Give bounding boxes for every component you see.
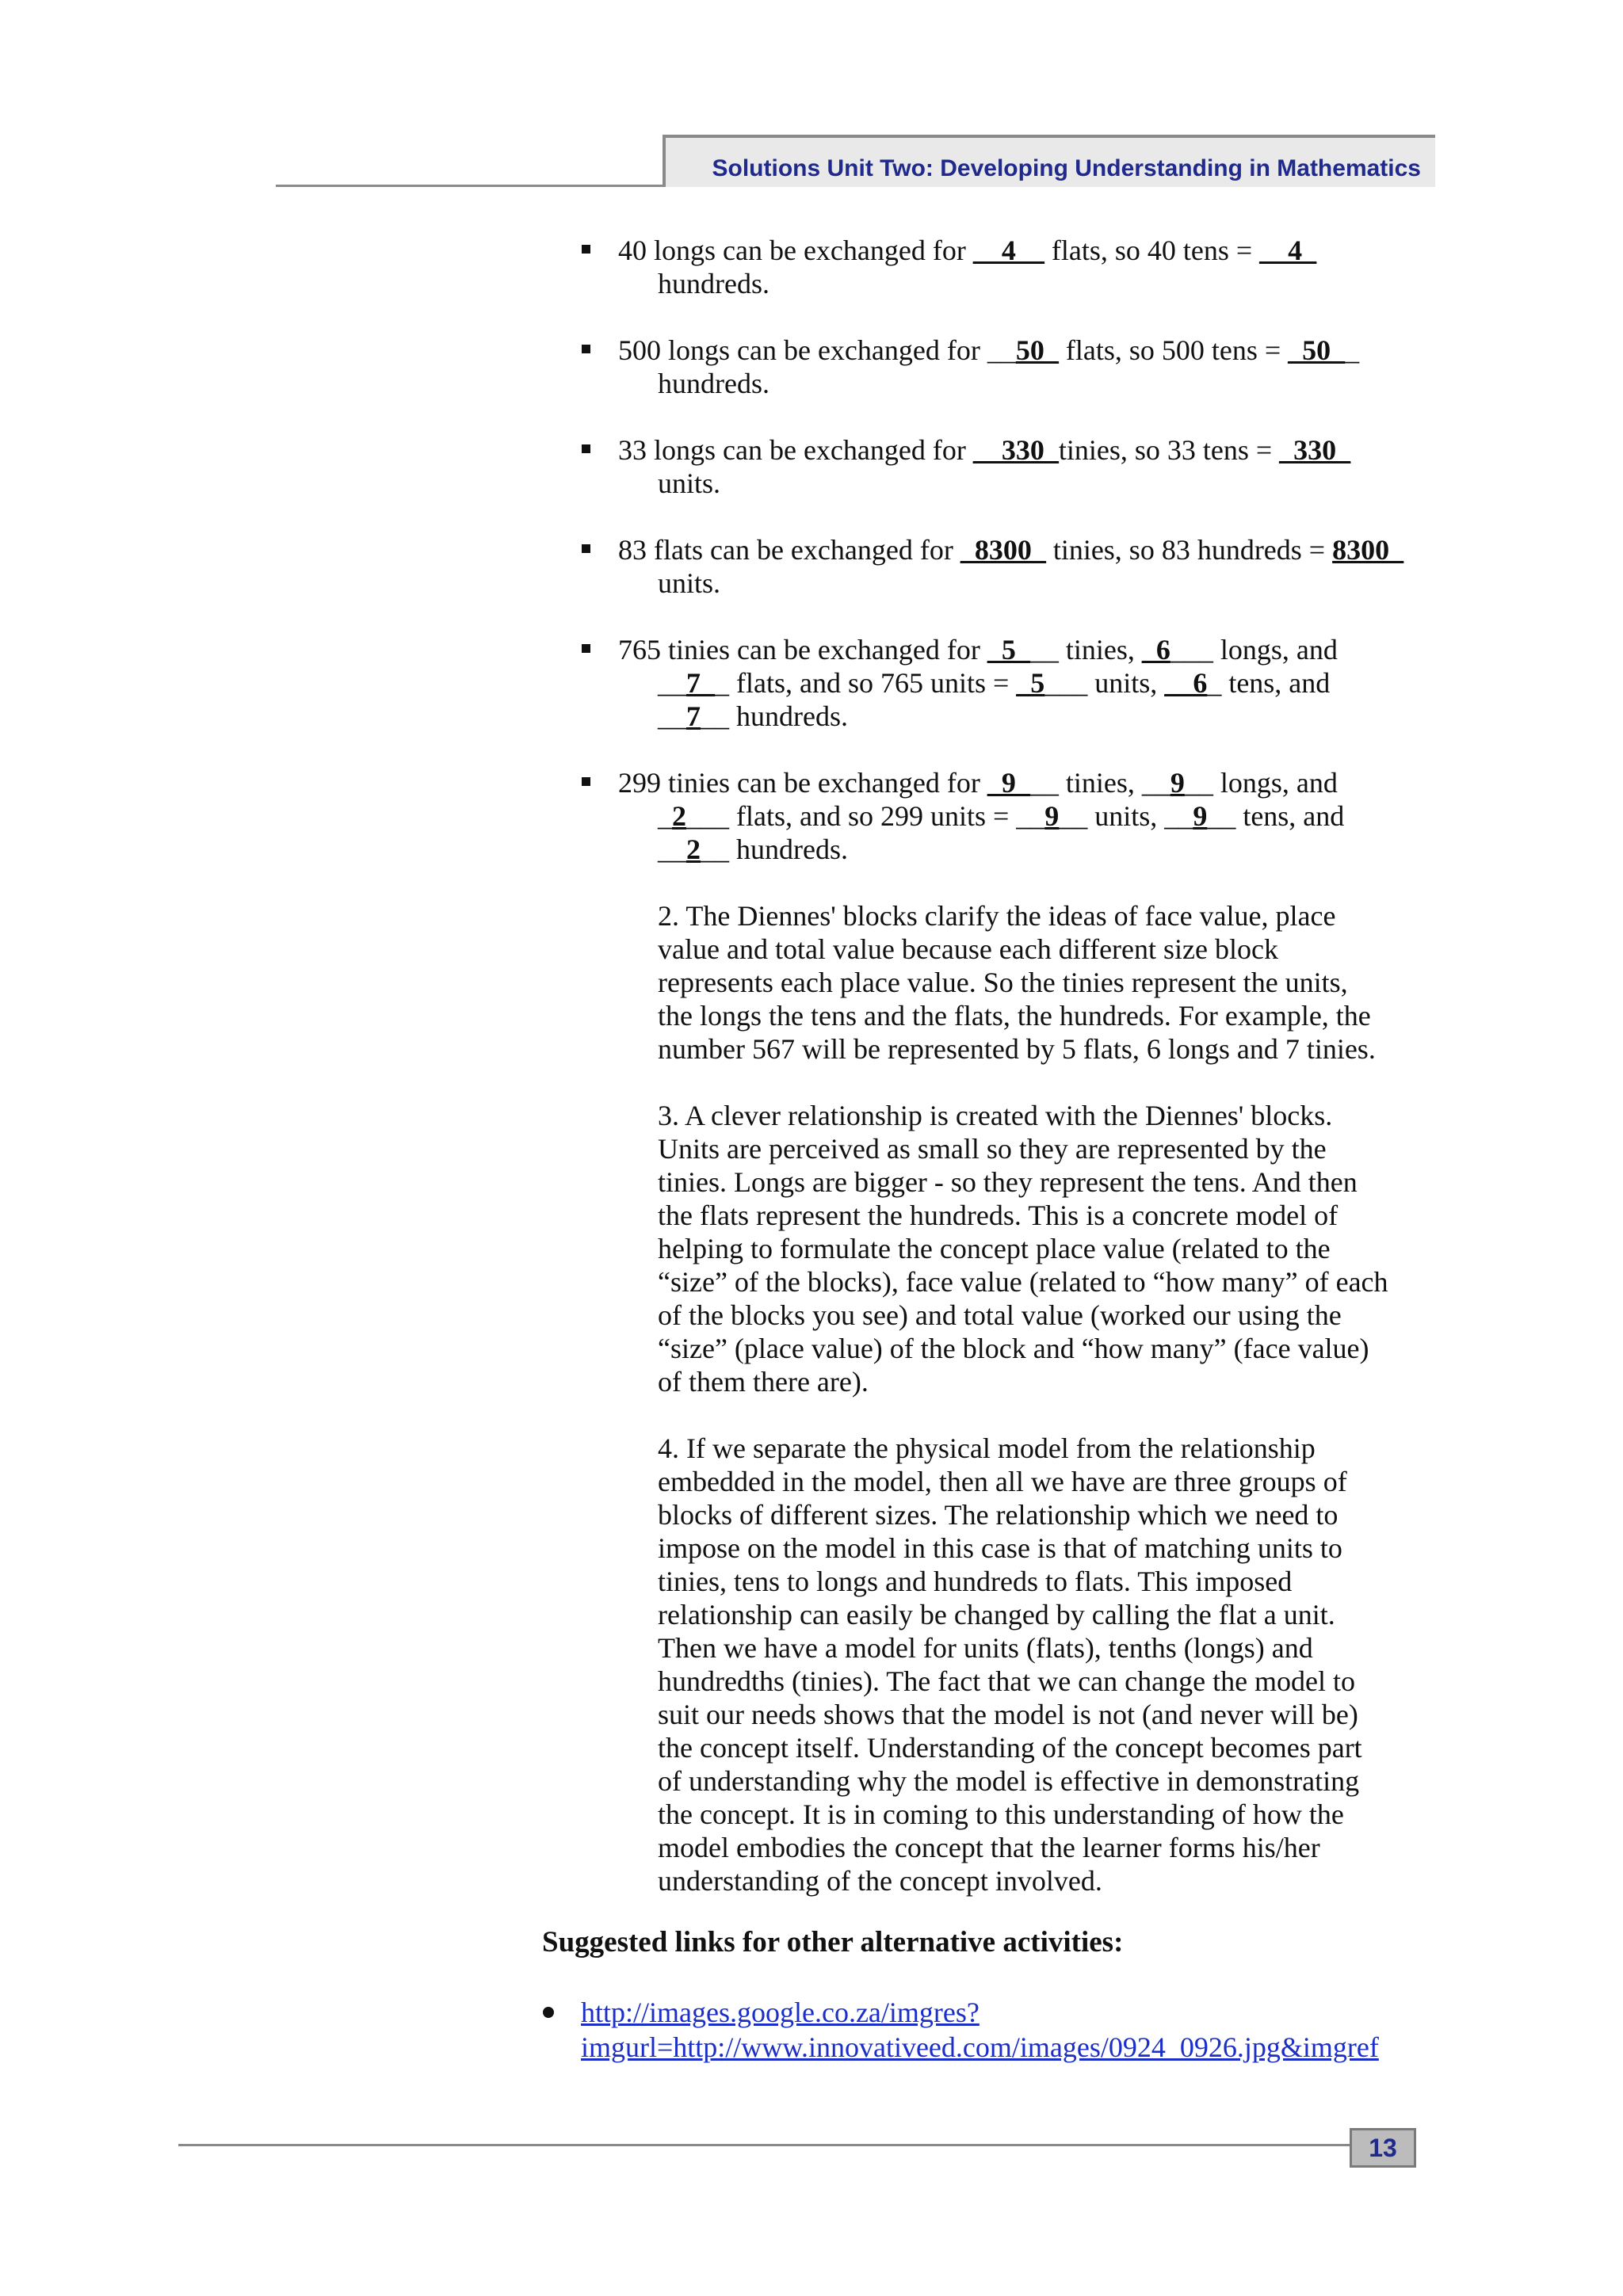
paragraph-line: the flats represent the hundreds. This is a concrete model of bbox=[658, 1199, 1338, 1231]
answer-blank: _8300_ bbox=[960, 534, 1046, 566]
square-bullet-icon bbox=[582, 245, 590, 254]
exercise-line bbox=[618, 566, 1442, 600]
answer-blank: 8300_ bbox=[1332, 534, 1404, 566]
exercise-text: _ bbox=[1345, 334, 1360, 366]
exercise-line bbox=[618, 833, 1442, 866]
answer-blank: _5_ bbox=[987, 634, 1030, 666]
answer-blank: 9 bbox=[1193, 800, 1208, 832]
page-header-title: Solutions Unit Two: Developing Understanding in Mathematics bbox=[712, 155, 1421, 181]
exercise-line bbox=[618, 700, 1442, 733]
exercise-item-1 bbox=[618, 234, 1442, 300]
answer-blank: 9 bbox=[1044, 800, 1060, 832]
answer-blank: 9 bbox=[1170, 767, 1185, 799]
exercise-text: __ bbox=[658, 700, 686, 732]
exercise-text: _ tens, and bbox=[1207, 667, 1331, 699]
exercise-line bbox=[618, 267, 1442, 300]
paragraph-line: helping to formulate the concept place value (related to the bbox=[658, 1233, 1331, 1264]
answer-paragraph-2 bbox=[658, 899, 1442, 1066]
paragraph-line: tinies. Longs are bigger - so they represent the tens. And then bbox=[658, 1166, 1358, 1198]
paragraph-line: model embodies the concept that the learner forms his/her bbox=[658, 1832, 1320, 1863]
answer-blank: _330_ bbox=[1279, 434, 1351, 466]
answer-blank: _50_ bbox=[1288, 334, 1346, 366]
exercise-text: __ tinies, __ bbox=[1029, 767, 1170, 799]
answer-blank: 2 bbox=[672, 800, 686, 832]
answer-blank: 7 bbox=[686, 700, 701, 732]
exercise-text: ___ units, bbox=[1044, 667, 1165, 699]
paragraph-line: hundredths (tinies). The fact that we can change the model to bbox=[658, 1665, 1356, 1697]
link-line-2[interactable]: imgurl=http://www.innovativeed.com/images/0924_0926.jpg&imgref bbox=[581, 2031, 1379, 2063]
paragraph-line: embedded in the model, then all we have are three groups of bbox=[658, 1466, 1347, 1497]
header-box bbox=[663, 135, 1435, 187]
exercise-text: ___ flats, and so 299 units = __ bbox=[686, 800, 1045, 832]
exercise-text: __ tinies, bbox=[1029, 634, 1142, 666]
exercise-text: __ bbox=[658, 833, 686, 865]
answer-blank: _5 bbox=[1016, 667, 1045, 699]
exercise-text: __ longs, and bbox=[1184, 767, 1338, 799]
answer-paragraph-3 bbox=[658, 1099, 1442, 1398]
exercise-line bbox=[618, 467, 1442, 500]
paragraph-line: 2. The Diennes' blocks clarify the ideas of face value, place bbox=[658, 900, 1336, 932]
exercise-text: tinies, so 83 hundreds = bbox=[1045, 534, 1333, 566]
exercise-line bbox=[618, 633, 1442, 666]
answer-blank: _9_ bbox=[987, 767, 1030, 799]
answer-blank: __4_ bbox=[1259, 235, 1317, 266]
answer-blank: 7_ bbox=[686, 667, 715, 699]
paragraph-line: “size” of the blocks), face value (related to “how many” of each bbox=[658, 1266, 1388, 1298]
exercise-line bbox=[618, 334, 1442, 367]
exercise-text: 33 longs can be exchanged for bbox=[618, 434, 973, 466]
exercise-line bbox=[618, 799, 1442, 833]
square-bullet-icon bbox=[582, 444, 590, 453]
answer-blank: 2 bbox=[686, 833, 701, 865]
exercise-text: 765 tinies can be exchanged for bbox=[618, 634, 987, 666]
paragraph-line: 4. If we separate the physical model from the relationship bbox=[658, 1432, 1316, 1464]
exercise-text: tinies, so 33 tens = bbox=[1058, 434, 1280, 466]
paragraph-line: blocks of different sizes. The relationship which we need to bbox=[658, 1499, 1338, 1531]
square-bullet-icon bbox=[582, 544, 590, 553]
exercise-text: _ flats, and so 765 units = bbox=[715, 667, 1017, 699]
exercise-line bbox=[618, 766, 1442, 799]
answer-blank: __6 bbox=[1164, 667, 1208, 699]
paragraph-line: of them there are). bbox=[658, 1366, 869, 1398]
exercise-item-2 bbox=[618, 334, 1442, 400]
paragraph-line: the longs the tens and the flats, the hundreds. For example, the bbox=[658, 1000, 1371, 1032]
square-bullet-icon bbox=[582, 345, 590, 353]
exercise-item-5 bbox=[618, 633, 1442, 733]
paragraph-line: suit our needs shows that the model is not (and never will be) bbox=[658, 1699, 1358, 1730]
exercise-text: hundreds. bbox=[658, 368, 769, 399]
paragraph-line: impose on the model in this case is that of matching units to bbox=[658, 1532, 1342, 1564]
exercise-line bbox=[618, 533, 1442, 566]
paragraph-line: understanding of the concept involved. bbox=[658, 1865, 1102, 1897]
header-rule bbox=[276, 185, 664, 187]
exercise-text: hundreds. bbox=[658, 268, 769, 299]
answer-blank: 50_ bbox=[1015, 334, 1059, 366]
paragraph-line: relationship can easily be changed by calling the flat a unit. bbox=[658, 1599, 1335, 1630]
exercise-text: 500 longs can be exchanged for __ bbox=[618, 334, 1016, 366]
square-bullet-icon bbox=[582, 777, 590, 786]
footer-rule bbox=[178, 2144, 1351, 2146]
exercise-text: units. bbox=[658, 467, 721, 499]
link-line-1[interactable]: http://images.google.co.za/imgres? bbox=[581, 1997, 980, 2028]
exercise-line bbox=[618, 666, 1442, 700]
paragraph-line: the concept itself. Understanding of the concept becomes part bbox=[658, 1732, 1362, 1764]
exercise-text: 83 flats can be exchanged for bbox=[618, 534, 960, 566]
round-bullet-icon bbox=[543, 2007, 554, 2018]
answer-blank: __4__ bbox=[972, 235, 1044, 266]
paragraph-line: Then we have a model for units (flats), tenths (longs) and bbox=[658, 1632, 1313, 1664]
exercise-line bbox=[618, 234, 1442, 267]
paragraph-line: 3. A clever relationship is created with the Diennes' blocks. bbox=[658, 1100, 1333, 1131]
exercise-text: 299 tinies can be exchanged for bbox=[618, 767, 987, 799]
answer-blank: _6 bbox=[1141, 634, 1170, 666]
exercise-line bbox=[618, 367, 1442, 400]
exercise-text: __ bbox=[658, 667, 686, 699]
paragraph-line: number 567 will be represented by 5 flats, 6 longs and 7 tinies. bbox=[658, 1033, 1376, 1065]
page-number: 13 bbox=[1350, 2128, 1416, 2168]
exercise-text: units. bbox=[658, 567, 721, 599]
square-bullet-icon bbox=[582, 644, 590, 653]
links-heading: Suggested links for other alternative activities: bbox=[542, 1926, 1124, 1958]
paragraph-line: “size” (place value) of the block and “how many” (face value) bbox=[658, 1333, 1369, 1364]
exercise-text: _ bbox=[658, 800, 672, 832]
paragraph-line: tinies, tens to longs and hundreds to flats. This imposed bbox=[658, 1566, 1293, 1597]
paragraph-line: represents each place value. So the tinies represent the units, bbox=[658, 967, 1348, 998]
exercise-line bbox=[618, 433, 1442, 467]
exercise-text: flats, so 500 tens = bbox=[1058, 334, 1289, 366]
exercise-text: __ units, __ bbox=[1059, 800, 1193, 832]
exercise-item-4 bbox=[618, 533, 1442, 600]
exercise-text: __ tens, and bbox=[1207, 800, 1345, 832]
exercise-item-3 bbox=[618, 433, 1442, 500]
exercise-text: ___ longs, and bbox=[1170, 634, 1338, 666]
paragraph-line: the concept. It is in coming to this understanding of how the bbox=[658, 1798, 1344, 1830]
paragraph-line: of the blocks you see) and total value (worked our using the bbox=[658, 1299, 1342, 1331]
exercise-text: 40 longs can be exchanged for bbox=[618, 235, 973, 266]
exercise-item-6 bbox=[618, 766, 1442, 866]
paragraph-line: Units are perceived as small so they are represented by the bbox=[658, 1133, 1327, 1165]
link-list-item bbox=[581, 1995, 1445, 2065]
paragraph-line: value and total value because each different size block bbox=[658, 933, 1278, 965]
exercise-text: __ hundreds. bbox=[701, 700, 848, 732]
paragraph-line: of understanding why the model is effective in demonstrating bbox=[658, 1765, 1360, 1797]
answer-blank: __330_ bbox=[972, 434, 1059, 466]
answer-paragraph-4 bbox=[658, 1432, 1442, 1897]
exercise-text: __ hundreds. bbox=[701, 833, 848, 865]
exercise-text: flats, so 40 tens = bbox=[1044, 235, 1260, 266]
